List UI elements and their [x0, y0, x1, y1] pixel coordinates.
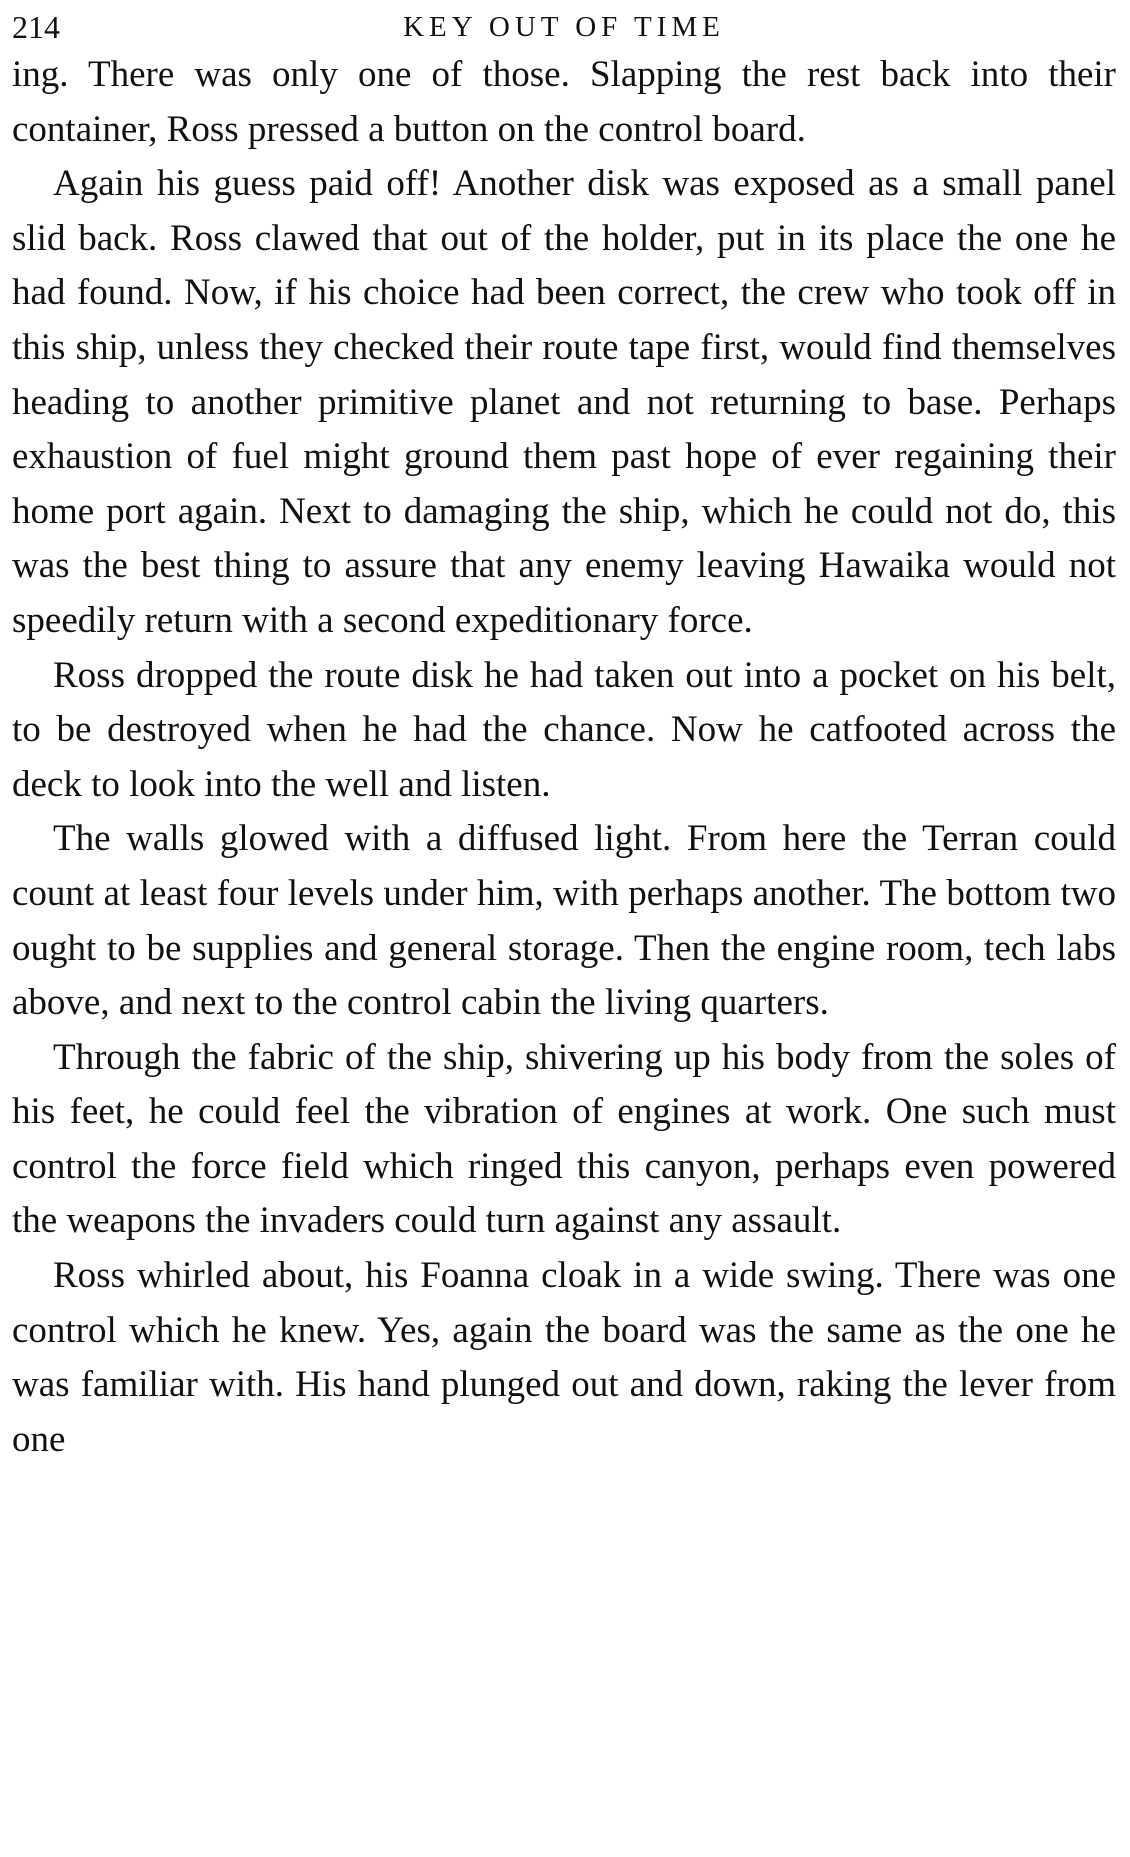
paragraph: Through the fabric of the ship, shivering up his body from the soles of his feet, he could feel the vibration of engines at work. One such must control the force field which ringed this canyon, perhaps even powered the weapons the invaders could turn against any assault. — [12, 1036, 1116, 1242]
body-text — [12, 48, 1116, 1467]
book-page — [12, 0, 1116, 1467]
paragraph: Ross whirled about, his Foanna cloak in a wide swing. There was one control which he knew. Yes, again the board was the same as the one he was familiar with. His hand plunged out and down, raking the lever from one — [12, 1255, 1116, 1460]
paragraph-continuation: ing. There was only one of those. Slapping the rest back into their container, Ross pressed a button on the control board. — [12, 54, 1116, 150]
paragraph: Again his guess paid off! Another disk was exposed as a small panel slid back. Ross clawed that out of the holder, put in its place the one he had found. Now, if his choice had been correct, the crew who took off in this ship, unless they checked their route tape first, would find themselves heading to another primitive planet and not returning to base. Perhaps exhaustion of fuel might ground them past hope of ever regaining their home port again. Next to damaging the ship, which he could not do, this was the best thing to assure that any enemy leaving Hawaika would not speedily return with a second expeditionary force. — [12, 163, 1116, 641]
page-number: 214 — [12, 9, 60, 45]
page-header — [12, 6, 1116, 48]
paragraph: Ross dropped the route disk he had taken out into a pocket on his belt, to be destroyed when he had the chance. Now he catfooted across the deck to look into the well and listen. — [12, 654, 1116, 805]
paragraph: The walls glowed with a diffused light. From here the Terran could count at least four levels under him, with perhaps another. The bottom two ought to be supplies and general storage. Then the engine room, tech labs above, and next to the control cabin the living quarters. — [12, 818, 1116, 1024]
running-title: KEY OUT OF TIME — [403, 11, 725, 43]
